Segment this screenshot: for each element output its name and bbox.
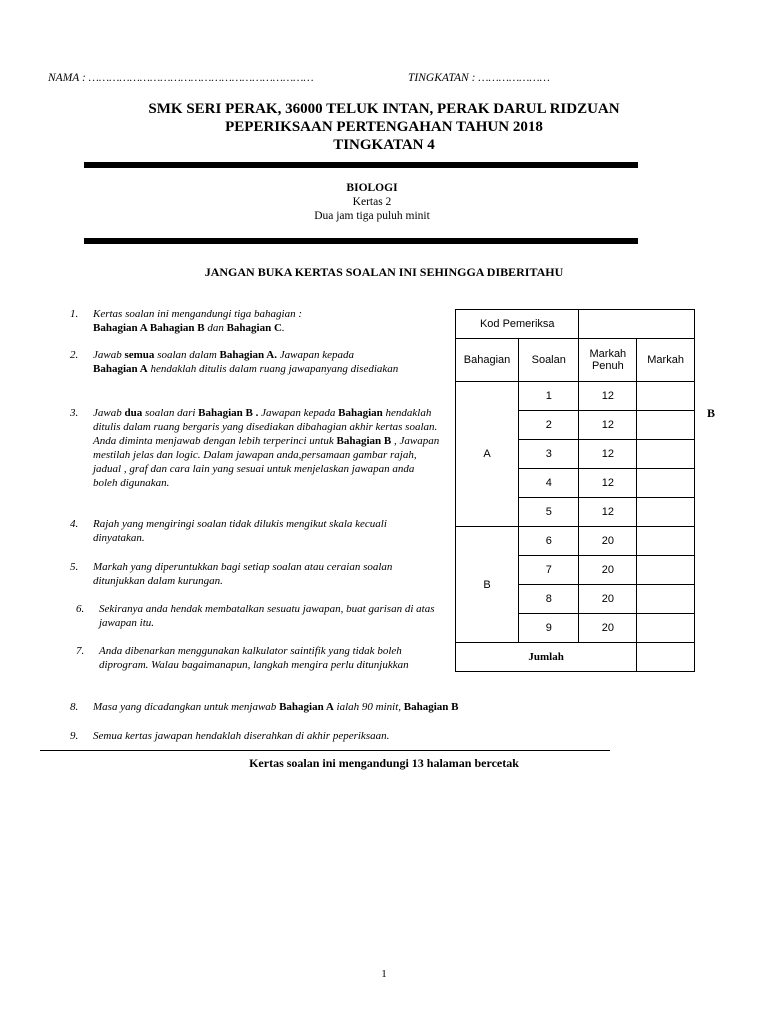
soalan-cell: 7: [519, 556, 579, 585]
warning-text: JANGAN BUKA KERTAS SOALAN INI SEHINGGA DIBERITAHU: [204, 265, 564, 279]
examiner-table: [455, 309, 695, 672]
markah-cell[interactable]: [637, 527, 695, 556]
instruction-3: 3. Jawab dua soalan dari Bahagian B . Jawapan kepada Bahagian hendaklah ditulis dalam ruang bergaris yang disediakan dibahagian akhir kertas soalan. Anda diminta menjawab dengan lebih terperinci untuk Bahagian B , Jawapan mestilah jelas dan logic. Dalam jawapan anda,persamaan gambar rajah, jadual , graf dan cara lain yang sesuai untuk menjelaskan jawapan anda boleh digunakan.: [70, 407, 440, 489]
markah-penuh-cell: 12: [579, 382, 637, 411]
instruction-1: 1. Kertas soalan ini mengandungi tiga bahagian : Bahagian A Bahagian B dan Bahagian C.: [70, 308, 302, 334]
instruction-6: 6. Sekiranya anda hendak membatalkan sesuatu jawapan, buat garisan di atas jawapan itu.: [76, 603, 435, 629]
examiner-code-label: Kod Pemeriksa: [456, 310, 579, 339]
markah-cell[interactable]: [637, 469, 695, 498]
markah-cell[interactable]: [637, 498, 695, 527]
markah-cell[interactable]: [637, 411, 695, 440]
nama-field: NAMA : …………………………………………………………: [48, 72, 314, 84]
school-name: SMK SERI PERAK, 36000 TELUK INTAN, PERAK DARUL RIDZUAN: [148, 101, 620, 117]
form-level: TINGKATAN 4: [333, 137, 435, 153]
instruction-4: 4. Rajah yang mengiringi soalan tidak dilukis mengikut skala kecuali dinyatakan.: [70, 518, 387, 544]
jumlah-cell[interactable]: [637, 643, 695, 672]
soalan-cell: 1: [519, 382, 579, 411]
markah-penuh-cell: 12: [579, 411, 637, 440]
markah-penuh-cell: 20: [579, 556, 637, 585]
soalan-cell: 4: [519, 469, 579, 498]
instruction-2: 2. Jawab semua soalan dalam Bahagian A. Jawapan kepada Bahagian A hendaklah ditulis dalam ruang jawapanyang disediakan: [70, 349, 399, 375]
instruction-7: 7. Anda dibenarkan menggunakan kalkulator saintifik yang tidak boleh diprogram. Walau bagaimanapun, langkah mengira perlu ditunjukkan: [76, 645, 409, 671]
markah-penuh-cell: 20: [579, 585, 637, 614]
markah-cell[interactable]: [637, 382, 695, 411]
soalan-cell: 2: [519, 411, 579, 440]
subject-name: BIOLOGI: [346, 182, 398, 194]
top-divider: [84, 162, 638, 168]
examiner-code-field[interactable]: [579, 310, 695, 339]
soalan-cell: 9: [519, 614, 579, 643]
jumlah-label: Jumlah: [456, 643, 637, 672]
section-a-label: A: [456, 382, 519, 527]
side-letter: B: [707, 406, 716, 420]
soalan-cell: 8: [519, 585, 579, 614]
soalan-cell: 5: [519, 498, 579, 527]
markah-cell[interactable]: [637, 556, 695, 585]
section-b-label: B: [456, 527, 519, 643]
instruction-5: 5. Markah yang diperuntukkan bagi setiap soalan atau ceraian soalan ditunjukkan dalam kurungan.: [70, 561, 393, 587]
soalan-cell: 3: [519, 440, 579, 469]
paper-number: Kertas 2: [352, 196, 392, 208]
markah-cell[interactable]: [637, 585, 695, 614]
header-soalan: Soalan: [519, 339, 579, 382]
exam-duration: Dua jam tiga puluh minit: [314, 210, 430, 222]
bottom-divider: [84, 238, 638, 244]
tingkatan-field: TINGKATAN : …………………: [408, 72, 550, 84]
markah-cell[interactable]: [637, 614, 695, 643]
markah-penuh-cell: 12: [579, 469, 637, 498]
markah-penuh-cell: 20: [579, 527, 637, 556]
instruction-9: 9. Semua kertas jawapan hendaklah diserahkan di akhir peperiksaan.: [70, 730, 390, 742]
exam-title: PEPERIKSAAN PERTENGAHAN TAHUN 2018: [225, 119, 543, 135]
markah-cell[interactable]: [637, 440, 695, 469]
markah-penuh-cell: 12: [579, 498, 637, 527]
page-count-note: Kertas soalan ini mengandungi 13 halaman bercetak: [249, 756, 519, 770]
soalan-cell: 6: [519, 527, 579, 556]
header-markah-penuh: Markah Penuh: [579, 339, 637, 382]
page-number: 1: [381, 968, 387, 980]
header-bahagian: Bahagian: [456, 339, 519, 382]
header-markah: Markah: [637, 339, 695, 382]
footer-divider: [40, 750, 610, 751]
instruction-8: 8. Masa yang dicadangkan untuk menjawab Bahagian A ialah 90 minit, Bahagian B: [70, 701, 459, 713]
markah-penuh-cell: 12: [579, 440, 637, 469]
markah-penuh-cell: 20: [579, 614, 637, 643]
